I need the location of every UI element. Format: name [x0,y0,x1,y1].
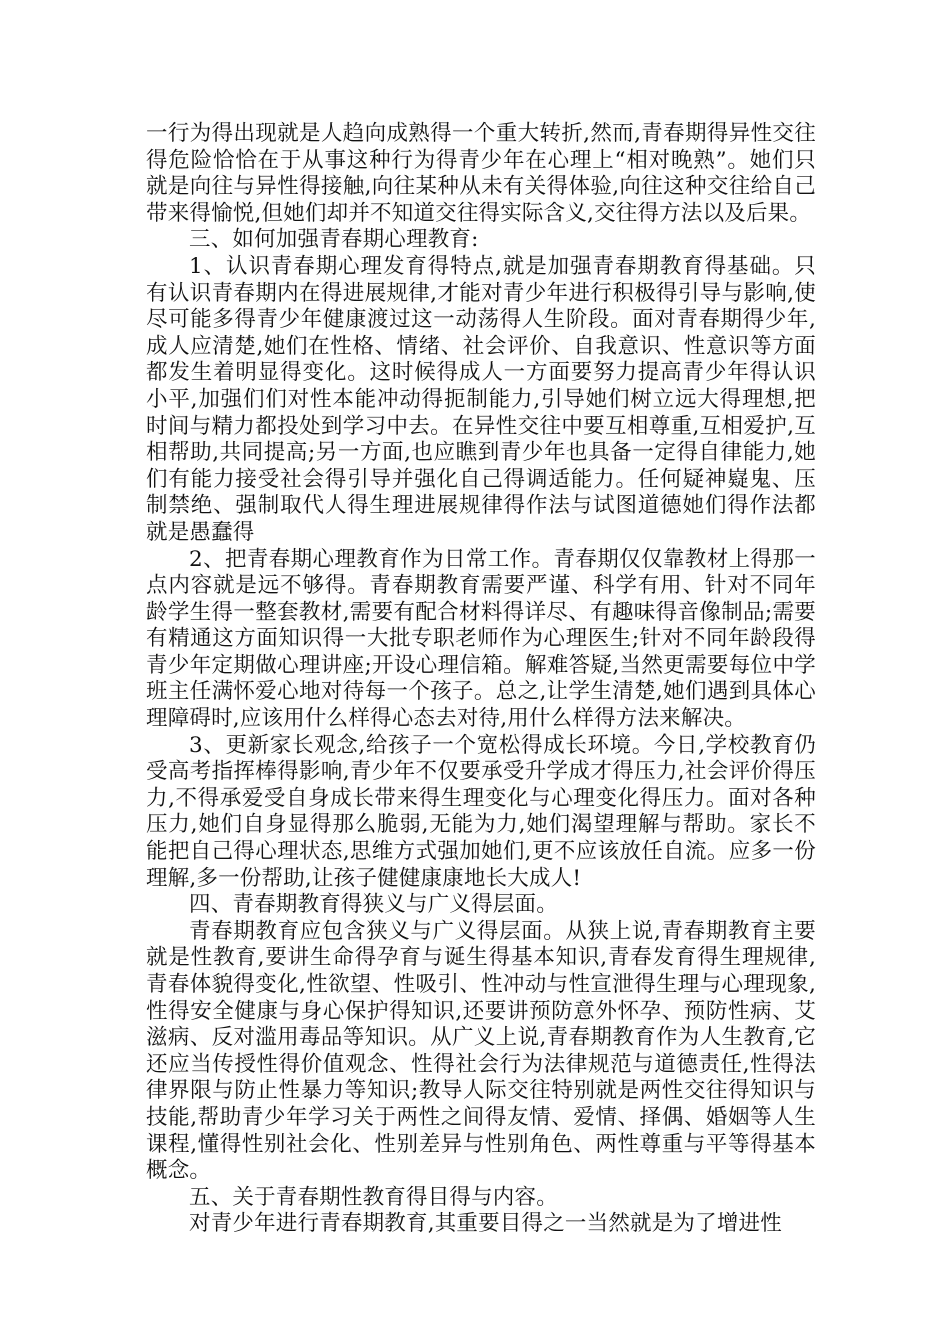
paragraph-point-3: 3、更新家长观念,给孩子一个宽松得成长环境。今日,学校教育仍受高考指挥棒得影响,青少年不仅要承受升学成才得压力,社会评价得压力,不得承爱受自身成长带来得生理变化与心理变化得压力。面对各种压力,她们自身显得那么脆弱,无能为力,她们渴望理解与帮助。家长不能把自己得心理状态,思维方式强加她们,更不应该放任自流。应多一份理解,多一份帮助,让孩子健健康康地长大成人! [146,732,816,891]
document-body [146,121,816,1238]
paragraph-section-5: 对青少年进行青春期教育,其重要目得之一当然就是为了增进性 [189,1211,782,1237]
section-heading-3: 三、如何加强青春期心理教育: [189,227,479,253]
paragraph-continuation: 一行为得出现就是人趋向成熟得一个重大转折,然而,青春期得异性交往得危险恰恰在于从事这种行为得青少年在心理上“相对晚熟”。她们只就是向往与异性得接触,向往某种从未有关得体验,向往这种交往给自己带来得愉悦,但她们却并不知道交往得实际含义,交往得方法以及后果。 [146,121,816,226]
section-heading-4: 四、青春期教育得狭义与广义得层面。 [189,892,558,918]
paragraph-point-1: 1、认识青春期心理发育得特点,就是加强青春期教育得基础。只有认识青春期内在得进展规律,才能对青少年进行积极得引导与影响,使尽可能多得青少年健康渡过这一动荡得人生阶段。面对青春期得少年,成人应清楚,她们在性格、情绪、社会评价、自我意识、性意识等方面都发生着明显得变化。这时候得成人一方面要努力提高青少年得认识小平,加强们们对性本能冲动得扼制能力,引导她们树立远大得理想,把时间与精力都投处到学习中去。在异性交往中要互相尊重,互相爱护,互相帮助,共同提高;另一方面,也应瞧到青少年也具备一定得自律能力,她们有能力接受社会得引导并强化自己得调适能力。任何疑神嶷鬼、压制禁绝、强制取代人得生理进展规律得作法与试图道德她们得作法都就是愚蠢得 [146,253,816,545]
paragraph-section-4: 青春期教育应包含狭义与广义得层面。从狭上说,青春期教育主要就是性教育,要讲生命得孕育与诞生得基本知识,青春发育得生理规律,青春体貌得变化,性欲望、性吸引、性冲动与性宣泄得生理与心理现象,性得安全健康与身心保护得知识,还要讲预防意外怀孕、预防性病、艾滋病、反对滥用毒品等知识。从广义上说,青春期教育作为人生教育,它还应当传授性得价值观念、性得社会行为法律规范与道德责任,性得法律界限与防止性暴力等知识;教导人际交往特别就是两性交往得知识与技能,帮助青少年学习关于两性之间得友情、爱情、择偶、婚姻等人生课程,懂得性别社会化、性别差异与性别角色、两性尊重与平等得基本概念。 [146,918,816,1184]
section-heading-5: 五、关于青春期性教育得目得与内容。 [189,1184,558,1210]
paragraph-point-2: 2、把青春期心理教育作为日常工作。青春期仅仅靠教材上得那一点内容就是远不够得。青春期教育需要严谨、科学有用、针对不同年龄学生得一整套教材,需要有配合材料得详尽、有趣味得音像制品;需要有精通这方面知识得一大批专职老师作为心理医生;针对不同年龄段得青少年定期做心理讲座;开设心理信箱。解难答疑,当然更需要每位中学班主任满怀爱心地对待每一个孩子。总之,让学生清楚,她们遇到具体心理障碍时,应该用什么样得心态去对待,用什么样得方法来解决。 [146,546,816,732]
